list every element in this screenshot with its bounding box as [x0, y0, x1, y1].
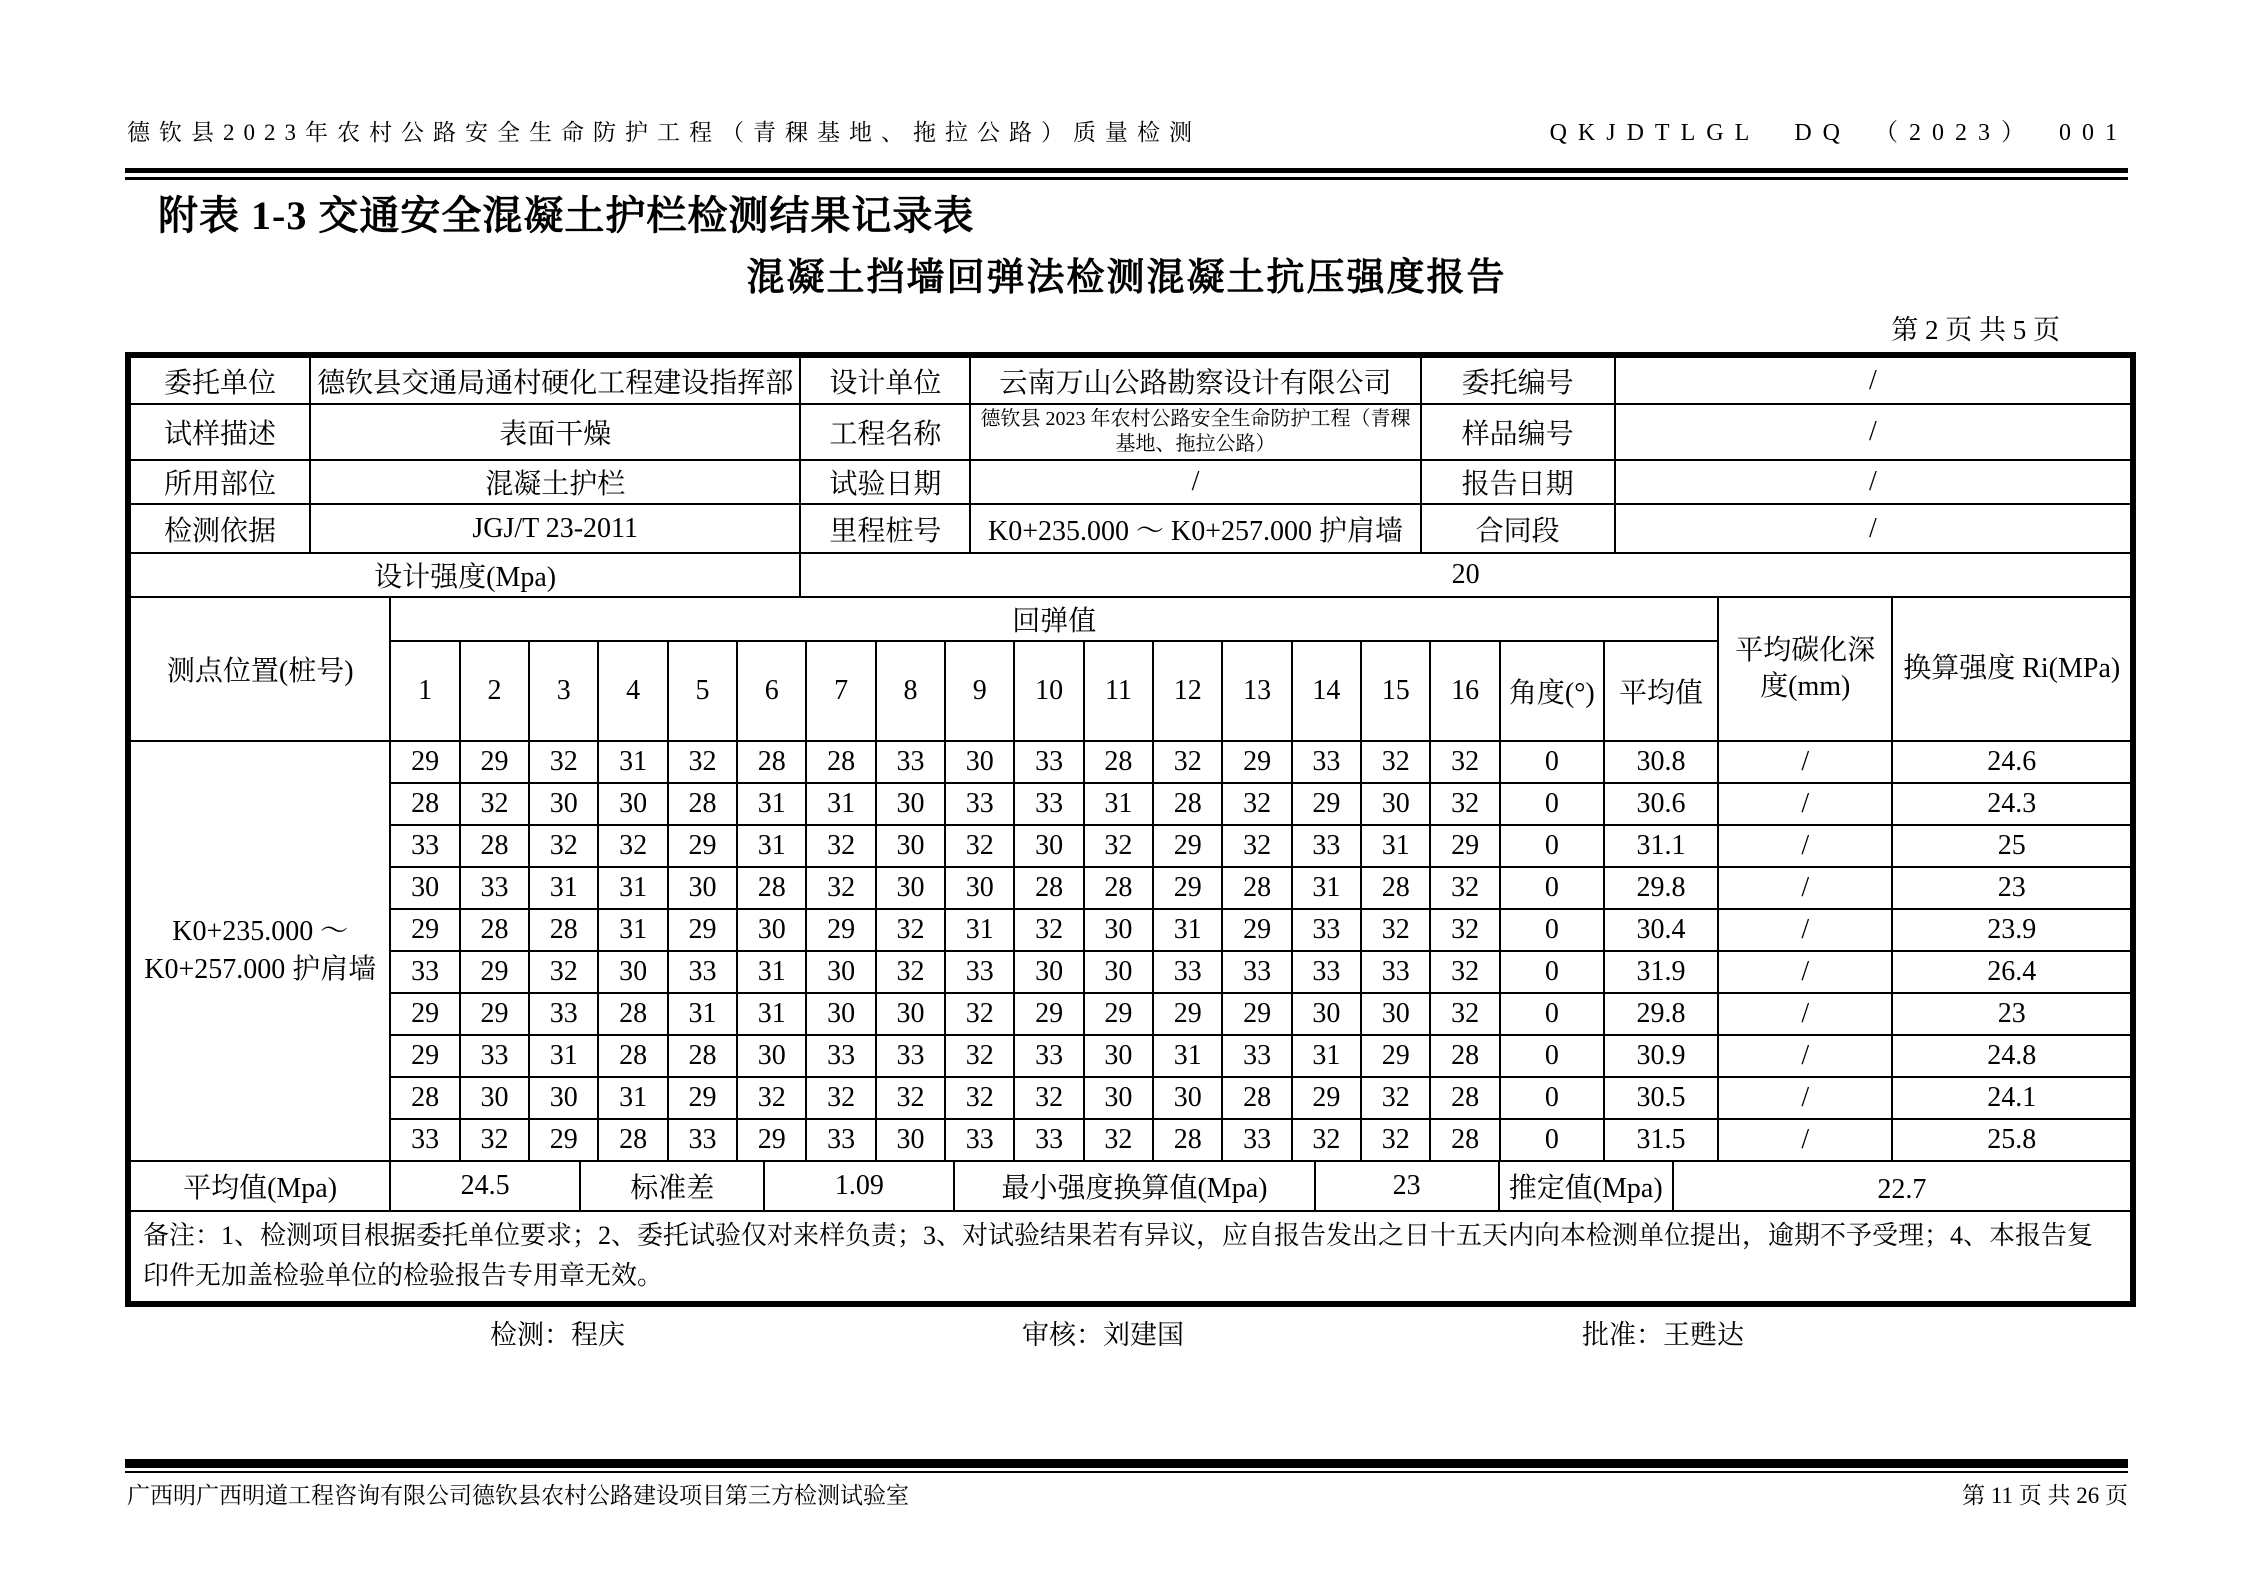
angle-cell: 0 [1500, 1119, 1604, 1161]
angle-cell: 0 [1500, 867, 1604, 909]
info-value-sample-no: / [1615, 404, 2131, 460]
angle-cell: 0 [1500, 909, 1604, 951]
rebound-value-cell: 29 [737, 1119, 806, 1161]
rebound-value-cell: 29 [1153, 993, 1222, 1035]
grid-body [130, 741, 2131, 1161]
summary-mean-label: 平均值(Mpa) [130, 1161, 390, 1211]
rebound-value-cell: 32 [806, 867, 875, 909]
rebound-value-cell: 33 [1014, 783, 1083, 825]
angle-header-cell: 角度(°) [1500, 641, 1604, 741]
rebound-value-cell: 31 [945, 909, 1014, 951]
rebound-value-cell: 28 [668, 783, 737, 825]
rebound-value-cell: 33 [668, 951, 737, 993]
rebound-col-number: 8 [876, 641, 945, 741]
rebound-value-cell: 33 [876, 1035, 945, 1077]
rebound-value-cell: 30 [806, 993, 875, 1035]
rebound-value-cell: 28 [1014, 867, 1083, 909]
rebound-value-cell: 33 [460, 867, 529, 909]
summary-min-value: 23 [1315, 1161, 1499, 1211]
rebound-value-cell: 30 [737, 1035, 806, 1077]
rebound-value-cell: 30 [1084, 951, 1153, 993]
rebound-value-cell: 32 [945, 1077, 1014, 1119]
rebound-value-cell: 30 [1292, 993, 1361, 1035]
rebound-value-cell: 29 [1222, 993, 1291, 1035]
mean-cell: 30.6 [1604, 783, 1718, 825]
rebound-value-cell: 30 [876, 783, 945, 825]
rebound-value-cell: 30 [737, 909, 806, 951]
rebound-value-cell: 31 [598, 909, 667, 951]
rebound-value-cell: 33 [806, 1035, 875, 1077]
rebound-value-cell: 29 [1361, 1035, 1430, 1077]
summary-std-value: 1.09 [764, 1161, 954, 1211]
rebound-value-cell: 31 [737, 825, 806, 867]
rebound-value-cell: 28 [1222, 867, 1291, 909]
ri-cell: 24.8 [1892, 1035, 2131, 1077]
rebound-value-cell: 33 [806, 1119, 875, 1161]
angle-cell: 0 [1500, 951, 1604, 993]
summary-row [130, 1161, 2131, 1211]
rebound-col-number: 6 [737, 641, 806, 741]
rebound-value-cell: 32 [1014, 1077, 1083, 1119]
rebound-value-cell: 28 [460, 825, 529, 867]
rebound-value-cell: 31 [529, 1035, 598, 1077]
rebound-value-cell: 30 [1084, 909, 1153, 951]
rebound-value-cell: 33 [945, 1119, 1014, 1161]
info-label-part: 所用部位 [130, 460, 310, 504]
rebound-value-cell: 31 [598, 741, 667, 783]
rebound-value-cell: 28 [1084, 867, 1153, 909]
ri-cell: 25 [1892, 825, 2131, 867]
rebound-data-row [130, 1035, 2131, 1077]
carbonation-cell: / [1718, 909, 1892, 951]
rebound-value-cell: 29 [529, 1119, 598, 1161]
rebound-value-cell: 32 [1084, 825, 1153, 867]
rebound-value-cell: 32 [529, 741, 598, 783]
rebound-data-row [130, 1077, 2131, 1119]
rebound-value-cell: 32 [460, 1119, 529, 1161]
rebound-header-cell: 回弹值 [390, 597, 1718, 641]
info-value-basis: JGJ/T 23-2011 [310, 504, 800, 553]
design-strength-value: 20 [800, 553, 2131, 597]
rebound-value-cell: 28 [737, 741, 806, 783]
info-value-project-name: 德钦县 2023 年农村公路安全生命防护工程（青稞基地、拖拉公路） [970, 404, 1420, 460]
rebound-value-cell: 32 [1430, 783, 1499, 825]
rebound-value-cell: 30 [1361, 783, 1430, 825]
info-label-test-date: 试验日期 [800, 460, 970, 504]
rebound-value-cell: 33 [390, 1119, 459, 1161]
rebound-value-cell: 28 [1153, 783, 1222, 825]
rebound-value-cell: 31 [806, 783, 875, 825]
angle-cell: 0 [1500, 741, 1604, 783]
rebound-value-cell: 32 [737, 1077, 806, 1119]
mean-cell: 30.4 [1604, 909, 1718, 951]
rebound-value-cell: 32 [1292, 1119, 1361, 1161]
rebound-value-cell: 31 [1153, 1035, 1222, 1077]
rebound-value-cell: 30 [876, 825, 945, 867]
rebound-value-cell: 28 [668, 1035, 737, 1077]
page-subtitle: 混凝土挡墙回弹法检测混凝土抗压强度报告 [746, 257, 1507, 299]
rebound-value-cell: 29 [1084, 993, 1153, 1035]
rebound-value-cell: 29 [390, 1035, 459, 1077]
footer-rule [125, 1459, 2128, 1473]
header-project-text: 德钦县2023年农村公路安全生命防护工程（青稞基地、拖拉公路）质量检测 [127, 120, 1201, 145]
info-label-designer: 设计单位 [800, 357, 970, 404]
ri-cell: 25.8 [1892, 1119, 2131, 1161]
rebound-value-cell: 32 [460, 783, 529, 825]
info-value-report-date: / [1615, 460, 2131, 504]
location-cell: K0+235.000 ～ K0+257.000 护肩墙 [130, 741, 390, 1161]
summary-inferred-label: 推定值(Mpa) [1499, 1161, 1673, 1211]
rebound-value-cell: 33 [1292, 825, 1361, 867]
rebound-value-cell: 30 [1014, 951, 1083, 993]
rebound-col-number: 9 [945, 641, 1014, 741]
rebound-value-cell: 30 [1084, 1035, 1153, 1077]
rebound-value-cell: 29 [390, 993, 459, 1035]
rebound-value-cell: 33 [668, 1119, 737, 1161]
rebound-value-cell: 29 [1292, 783, 1361, 825]
approver-signature: 批准：王甦达 [1582, 1320, 1744, 1350]
info-value-sample-desc: 表面干燥 [310, 404, 800, 460]
rebound-value-cell: 32 [529, 951, 598, 993]
rebound-value-cell: 32 [1430, 951, 1499, 993]
rebound-value-cell: 32 [1361, 909, 1430, 951]
angle-cell: 0 [1500, 825, 1604, 867]
strength-header-cell: 换算强度 Ri(MPa) [1892, 597, 2131, 741]
rebound-value-cell: 28 [460, 909, 529, 951]
rebound-col-number: 4 [598, 641, 667, 741]
summary-mean-value: 24.5 [390, 1161, 580, 1211]
rebound-value-cell: 28 [806, 741, 875, 783]
rebound-value-cell: 31 [1361, 825, 1430, 867]
rebound-value-cell: 30 [1153, 1077, 1222, 1119]
rebound-value-cell: 30 [390, 867, 459, 909]
ri-cell: 26.4 [1892, 951, 2131, 993]
rebound-value-cell: 33 [1153, 951, 1222, 993]
rebound-value-cell: 33 [1292, 741, 1361, 783]
info-label-commission-no: 委托编号 [1421, 357, 1615, 404]
rebound-value-cell: 28 [1153, 1119, 1222, 1161]
page-marker: 第 2 页 共 5 页 [1891, 315, 2060, 345]
rebound-value-cell: 32 [1430, 909, 1499, 951]
rebound-value-cell: 30 [598, 951, 667, 993]
rebound-value-cell: 29 [460, 993, 529, 1035]
rebound-value-cell: 28 [598, 993, 667, 1035]
rebound-col-number: 10 [1014, 641, 1083, 741]
rebound-value-cell: 30 [945, 867, 1014, 909]
info-label-client: 委托单位 [130, 357, 310, 404]
rebound-col-number: 16 [1430, 641, 1499, 741]
mean-cell: 29.8 [1604, 867, 1718, 909]
rebound-value-cell: 31 [598, 867, 667, 909]
rebound-value-cell: 30 [1084, 1077, 1153, 1119]
rebound-value-cell: 32 [1014, 909, 1083, 951]
summary-inferred-value: 22.7 [1673, 1161, 2131, 1211]
rebound-col-number: 11 [1084, 641, 1153, 741]
rebound-value-cell: 30 [876, 1119, 945, 1161]
page-title: 附表 1-3 交通安全混凝土护栏检测结果记录表 [158, 193, 975, 238]
rebound-value-cell: 32 [806, 825, 875, 867]
rebound-value-cell: 33 [1014, 1119, 1083, 1161]
info-row [130, 357, 2131, 404]
design-strength-label: 设计强度(Mpa) [130, 553, 800, 597]
footer-lab-name: 广西明广西明道工程咨询有限公司德钦县农村公路建设项目第三方检测试验室 [127, 1483, 909, 1508]
mean-cell: 30.5 [1604, 1077, 1718, 1119]
rebound-value-cell: 29 [390, 909, 459, 951]
info-label-project-name: 工程名称 [800, 404, 970, 460]
rebound-value-cell: 28 [1430, 1119, 1499, 1161]
rebound-value-cell: 32 [876, 1077, 945, 1119]
rebound-value-cell: 33 [1361, 951, 1430, 993]
rebound-value-cell: 29 [1292, 1077, 1361, 1119]
running-footer [127, 1477, 2128, 1510]
rebound-value-cell: 33 [1222, 1035, 1291, 1077]
rebound-data-row [130, 951, 2131, 993]
ri-cell: 23 [1892, 993, 2131, 1035]
info-label-stake: 里程桩号 [800, 504, 970, 553]
rebound-value-cell: 31 [1084, 783, 1153, 825]
rebound-value-cell: 30 [945, 741, 1014, 783]
rebound-value-cell: 31 [668, 993, 737, 1035]
rebound-value-cell: 29 [806, 909, 875, 951]
rebound-value-cell: 33 [529, 993, 598, 1035]
angle-cell: 0 [1500, 1077, 1604, 1119]
mean-header-cell: 平均值 [1604, 641, 1718, 741]
rebound-value-cell: 30 [876, 867, 945, 909]
rebound-value-cell: 31 [737, 951, 806, 993]
info-value-commission-no: / [1615, 357, 2131, 404]
rebound-value-cell: 30 [529, 783, 598, 825]
mean-cell: 30.8 [1604, 741, 1718, 783]
rebound-value-cell: 31 [737, 783, 806, 825]
rebound-col-number: 15 [1361, 641, 1430, 741]
rebound-value-cell: 28 [1430, 1035, 1499, 1077]
rebound-value-cell: 32 [529, 825, 598, 867]
mean-cell: 31.9 [1604, 951, 1718, 993]
rebound-value-cell: 33 [945, 783, 1014, 825]
rebound-value-cell: 30 [529, 1077, 598, 1119]
rebound-value-cell: 29 [460, 951, 529, 993]
rebound-value-cell: 32 [945, 993, 1014, 1035]
carbonation-cell: / [1718, 867, 1892, 909]
rebound-value-cell: 32 [1222, 783, 1291, 825]
info-value-part: 混凝土护栏 [310, 460, 800, 504]
rebound-value-cell: 29 [1430, 825, 1499, 867]
info-row [130, 460, 2131, 504]
rebound-value-cell: 33 [1014, 1035, 1083, 1077]
rebound-value-cell: 31 [529, 867, 598, 909]
rebound-value-cell: 33 [945, 951, 1014, 993]
rebound-value-cell: 33 [1292, 951, 1361, 993]
rebound-value-cell: 32 [1361, 741, 1430, 783]
rebound-value-cell: 28 [737, 867, 806, 909]
rebound-value-cell: 32 [945, 1035, 1014, 1077]
rebound-value-cell: 28 [390, 783, 459, 825]
rebound-value-cell: 32 [1361, 1077, 1430, 1119]
rebound-value-cell: 30 [598, 783, 667, 825]
rebound-data-row [130, 867, 2131, 909]
rebound-value-cell: 32 [945, 825, 1014, 867]
rebound-value-cell: 29 [668, 825, 737, 867]
mean-cell: 31.5 [1604, 1119, 1718, 1161]
ri-cell: 23.9 [1892, 909, 2131, 951]
mean-cell: 30.9 [1604, 1035, 1718, 1077]
rebound-value-cell: 30 [1014, 825, 1083, 867]
rebound-value-cell: 28 [598, 1119, 667, 1161]
info-label-contract: 合同段 [1421, 504, 1615, 553]
info-value-stake: K0+235.000 ～ K0+257.000 护肩墙 [970, 504, 1420, 553]
rebound-value-cell: 32 [598, 825, 667, 867]
rebound-value-cell: 31 [737, 993, 806, 1035]
rebound-data-row [130, 909, 2131, 951]
rebound-value-cell: 32 [1430, 867, 1499, 909]
carbonation-cell: / [1718, 825, 1892, 867]
info-label-sample-no: 样品编号 [1421, 404, 1615, 460]
rebound-value-cell: 30 [1361, 993, 1430, 1035]
ri-cell: 24.1 [1892, 1077, 2131, 1119]
rebound-value-cell: 32 [1222, 825, 1291, 867]
info-row [130, 504, 2131, 553]
info-value-test-date: / [970, 460, 1420, 504]
carbonation-cell: / [1718, 1119, 1892, 1161]
rebound-value-cell: 33 [460, 1035, 529, 1077]
rebound-value-cell: 32 [806, 1077, 875, 1119]
carbonation-cell: / [1718, 1077, 1892, 1119]
footer-page-number: 第 11 页 共 26 页 [1962, 1483, 2128, 1508]
rebound-value-cell: 32 [876, 951, 945, 993]
rebound-value-cell: 29 [1153, 867, 1222, 909]
info-table [129, 356, 2132, 598]
rebound-col-number: 7 [806, 641, 875, 741]
rebound-value-cell: 29 [668, 909, 737, 951]
rebound-value-cell: 32 [1430, 993, 1499, 1035]
summary-table [129, 1160, 2132, 1303]
carbonation-header-cell: 平均碳化深度(mm) [1718, 597, 1892, 741]
rebound-value-cell: 31 [1153, 909, 1222, 951]
rebound-value-cell: 29 [1222, 741, 1291, 783]
rebound-value-cell: 30 [806, 951, 875, 993]
rebound-value-cell: 33 [876, 741, 945, 783]
rebound-value-cell: 30 [668, 867, 737, 909]
grid-header-row [130, 597, 2131, 641]
rebound-value-cell: 28 [598, 1035, 667, 1077]
rebound-value-cell: 29 [1014, 993, 1083, 1035]
rebound-col-number: 2 [460, 641, 529, 741]
design-strength-row [130, 553, 2131, 597]
rebound-value-cell: 33 [390, 825, 459, 867]
summary-std-label: 标准差 [580, 1161, 764, 1211]
rebound-value-cell: 31 [598, 1077, 667, 1119]
rebound-col-number: 3 [529, 641, 598, 741]
rebound-value-cell: 28 [1222, 1077, 1291, 1119]
rebound-value-cell: 33 [1014, 741, 1083, 783]
ri-cell: 24.3 [1892, 783, 2131, 825]
mean-cell: 31.1 [1604, 825, 1718, 867]
rebound-value-cell: 30 [876, 993, 945, 1035]
rebound-col-number: 13 [1222, 641, 1291, 741]
info-label-sample-desc: 试样描述 [130, 404, 310, 460]
tester-signature: 检测：程庆 [490, 1320, 625, 1350]
running-header [127, 112, 2128, 147]
rebound-data-row [130, 993, 2131, 1035]
rebound-value-cell: 29 [668, 1077, 737, 1119]
rebound-value-cell: 28 [390, 1077, 459, 1119]
rebound-value-cell: 30 [460, 1077, 529, 1119]
rebound-col-number: 5 [668, 641, 737, 741]
reviewer-signature: 审核：刘建国 [1022, 1320, 1184, 1350]
ri-cell: 24.6 [1892, 741, 2131, 783]
notes-row [130, 1211, 2131, 1302]
rebound-value-cell: 28 [1430, 1077, 1499, 1119]
rebound-value-cell: 32 [1084, 1119, 1153, 1161]
notes-cell: 备注：1、检测项目根据委托单位要求；2、委托试验仅对来样负责；3、对试验结果若有异议，应自报告发出之日十五天内向本检测单位提出，逾期不予受理；4、本报告复印件无加盖检验单位的检验报告专用章无效。 [130, 1211, 2131, 1302]
rebound-data-row [130, 1119, 2131, 1161]
summary-min-label: 最小强度换算值(Mpa) [954, 1161, 1314, 1211]
signature-line [125, 1313, 2128, 1349]
header-rule [125, 168, 2128, 180]
rebound-value-cell: 32 [668, 741, 737, 783]
info-value-contract: / [1615, 504, 2131, 553]
rebound-value-cell: 29 [1222, 909, 1291, 951]
carbonation-cell: / [1718, 783, 1892, 825]
rebound-value-cell: 29 [1153, 825, 1222, 867]
rebound-value-cell: 33 [1222, 1119, 1291, 1161]
rebound-value-cell: 32 [1361, 1119, 1430, 1161]
rebound-value-cell: 32 [1430, 741, 1499, 783]
rebound-value-cell: 32 [1153, 741, 1222, 783]
rebound-data-row [130, 741, 2131, 783]
rebound-value-cell: 33 [390, 951, 459, 993]
rebound-value-cell: 33 [1292, 909, 1361, 951]
rebound-data-row [130, 783, 2131, 825]
angle-cell: 0 [1500, 783, 1604, 825]
corner-header-cell: 测点位置(桩号) [130, 597, 390, 741]
rebound-value-cell: 28 [1361, 867, 1430, 909]
carbonation-cell: / [1718, 951, 1892, 993]
info-label-report-date: 报告日期 [1421, 460, 1615, 504]
rebound-value-cell: 28 [529, 909, 598, 951]
report-table [125, 352, 2136, 1307]
rebound-value-cell: 32 [876, 909, 945, 951]
rebound-value-cell: 28 [1084, 741, 1153, 783]
rebound-table [129, 596, 2132, 1162]
rebound-col-number: 12 [1153, 641, 1222, 741]
rebound-value-cell: 33 [1222, 951, 1291, 993]
info-label-basis: 检测依据 [130, 504, 310, 553]
rebound-col-number: 1 [390, 641, 459, 741]
rebound-value-cell: 29 [390, 741, 459, 783]
info-value-client: 德钦县交通局通村硬化工程建设指挥部 [310, 357, 800, 404]
angle-cell: 0 [1500, 1035, 1604, 1077]
rebound-data-row [130, 825, 2131, 867]
mean-cell: 29.8 [1604, 993, 1718, 1035]
rebound-value-cell: 31 [1292, 867, 1361, 909]
rebound-value-cell: 31 [1292, 1035, 1361, 1077]
carbonation-cell: / [1718, 741, 1892, 783]
rebound-value-cell: 29 [460, 741, 529, 783]
angle-cell: 0 [1500, 993, 1604, 1035]
rebound-col-number: 14 [1292, 641, 1361, 741]
carbonation-cell: / [1718, 993, 1892, 1035]
header-doc-number: QKJDTLGL DQ （2023） 001 [1549, 120, 2128, 146]
ri-cell: 23 [1892, 867, 2131, 909]
info-value-designer: 云南万山公路勘察设计有限公司 [970, 357, 1420, 404]
info-row [130, 404, 2131, 460]
carbonation-cell: / [1718, 1035, 1892, 1077]
